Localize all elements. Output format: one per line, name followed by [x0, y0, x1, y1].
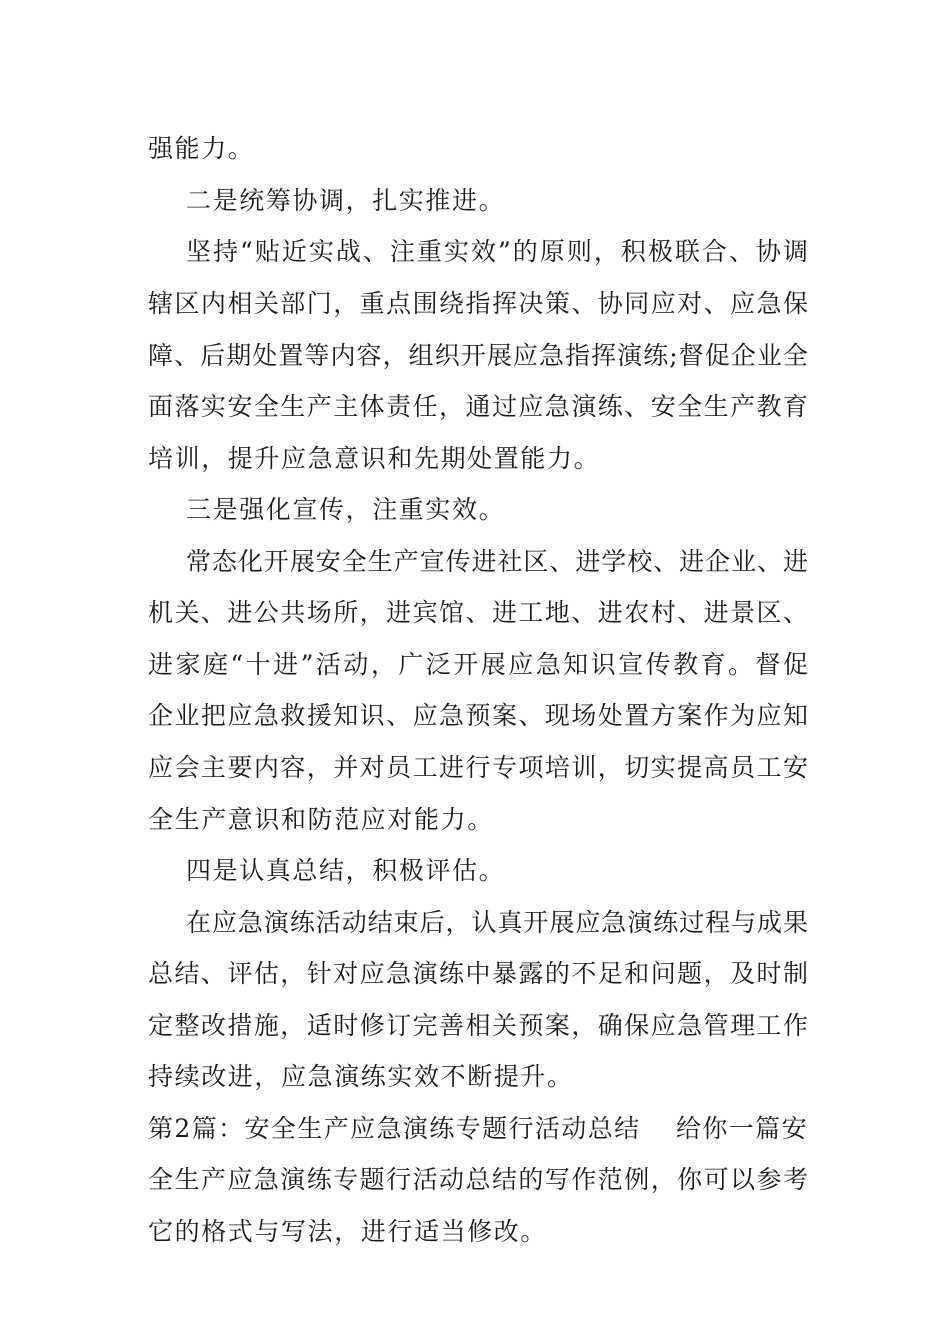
paragraph-line: 常态化开展安全生产宣传进社区、进学校、进企业、进 — [186, 547, 808, 576]
section-subheading: 三是强化宣传，注重实效。 — [186, 495, 506, 524]
section-heading-rest: 给你一篇安 — [675, 1114, 808, 1143]
section-subheading: 二是统筹协调，扎实推进。 — [186, 186, 506, 215]
paragraph-line: 企业把应急救援知识、应急预案、现场处置方案作为应知 — [148, 701, 808, 730]
paragraph-line: 面落实安全生产主体责任，通过应急演练、安全生产教育 — [148, 392, 808, 421]
paragraph-line: 全生产意识和防范应对能力。 — [148, 805, 494, 834]
paragraph-line: 进家庭“十进”活动，广泛开展应急知识宣传教育。督促 — [148, 650, 808, 679]
paragraph-line: 在应急演练活动结束后，认真开展应急演练过程与成果 — [186, 908, 808, 937]
paragraph-line: 它的格式与写法，进行适当修改。 — [148, 1217, 548, 1246]
paragraph-line: 障、后期处置等内容，组织开展应急指挥演练;督促企业全 — [148, 341, 808, 370]
paragraph-line: 培训，提升应急意识和先期处置能力。 — [148, 444, 601, 473]
paragraph-line: 持续改进，应急演练实效不断提升。 — [148, 1062, 574, 1091]
paragraph-line: 机关、进公共场所，进宾馆、进工地、进农村、进景区、 — [148, 598, 808, 627]
section-heading — [148, 1114, 808, 1144]
paragraph-line: 应会主要内容，并对员工进行专项培训，切实提高员工安 — [148, 753, 808, 782]
paragraph-line: 坚持“贴近实战、注重实效”的原则，积极联合、协调 — [186, 237, 808, 266]
paragraph-line: 全生产应急演练专题行活动总结的写作范例，你可以参考 — [148, 1165, 808, 1194]
section-subheading: 四是认真总结，积极评估。 — [186, 856, 506, 885]
paragraph-line: 总结、评估，针对应急演练中暴露的不足和问题，及时制 — [148, 959, 808, 988]
paragraph-line: 定整改措施，适时修订完善相关预案，确保应急管理工作 — [148, 1011, 808, 1040]
section-heading-title: 第2篇：安全生产应急演练专题行活动总结 — [148, 1114, 641, 1143]
paragraph-line: 强能力。 — [148, 134, 255, 163]
paragraph-line: 辖区内相关部门，重点围绕指挥决策、协同应对、应急保 — [148, 289, 808, 318]
